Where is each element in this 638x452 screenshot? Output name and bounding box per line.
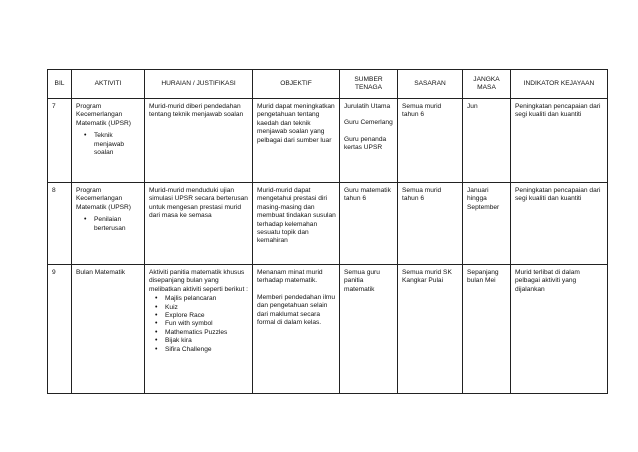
cell-jangka-masa: Januari hingga September <box>463 183 511 265</box>
table-row <box>48 99 608 183</box>
cell-jangka-masa: Sepanjang bulan Mei <box>463 265 511 394</box>
header-sasaran: SASARAN <box>398 70 463 99</box>
objektif-paragraph: Memberi pendedahan ilmu dan pengetahuan selain dari maklumat secara formal di dalam kelas. <box>257 293 336 327</box>
cell-aktiviti <box>72 99 145 183</box>
aktiviti-title: Program Kecemerlangan Matematik (UPSR) <box>76 103 131 127</box>
header-bil: BIL <box>48 70 72 99</box>
cell-sumber-tenaga: Semua guru panitia matematik <box>340 265 398 394</box>
table-header-row <box>48 70 608 99</box>
cell-sasaran: Semua murid SK Kangkar Pulai <box>398 265 463 394</box>
cell-sumber-tenaga <box>340 99 398 183</box>
table-row <box>48 183 608 265</box>
list-item: • Sifira Challenge <box>165 346 249 354</box>
cell-bil: 7 <box>48 99 72 183</box>
aktiviti-title: Program Kecemerlangan Matematik (UPSR) <box>76 187 131 211</box>
header-objektif: OBJEKTIF <box>253 70 340 99</box>
activity-plan-table <box>47 69 608 394</box>
cell-jangka-masa: Jun <box>463 99 511 183</box>
list-item: • Teknik menjawab soalan <box>94 132 141 157</box>
list-item: • Fun with symbol <box>165 320 249 328</box>
cell-huraian: Murid-murid menduduki ujian simulasi UPSR secara berterusan untuk mengesan prestasi murid dari masa ke semasa <box>145 183 253 265</box>
sumber-line: Guru Cemerlang <box>344 119 393 127</box>
cell-indikator: Peningkatan pencapaian dari segi kualiti dan kuantiti <box>511 99 608 183</box>
cell-objektif: Murid dapat meningkatkan pengetahuan tentang kaedah dan teknik menjawab soalan yang pelbagai dari sumber luar <box>253 99 340 183</box>
header-sumber-tenaga: SUMBER TENAGA <box>340 70 398 99</box>
cell-aktiviti <box>72 183 145 265</box>
cell-indikator: Peningkatan pencapaian dari segi kualiti dan kuantiti <box>511 183 608 265</box>
cell-huraian: Murid-murid diberi pendedahan tentang teknik menjawab soalan <box>145 99 253 183</box>
cell-bil: 8 <box>48 183 72 265</box>
header-indikator: INDIKATOR KEJAYAAN <box>511 70 608 99</box>
aktiviti-list <box>76 216 141 233</box>
list-item: • Majlis pelancaran <box>165 295 249 303</box>
list-item: • Mathematics Puzzles <box>165 329 249 337</box>
list-item: • Explore Race <box>165 312 249 320</box>
cell-sasaran: Semua murid tahun 6 <box>398 99 463 183</box>
cell-objektif <box>253 265 340 394</box>
cell-sumber-tenaga: Guru matematik tahun 6 <box>340 183 398 265</box>
table-row <box>48 265 608 394</box>
header-huraian: HURAIAN / JUSTIFIKASI <box>145 70 253 99</box>
cell-bil: 9 <box>48 265 72 394</box>
list-item: • Bijak kira <box>165 337 249 345</box>
sumber-line: Jurulatih Utama <box>344 103 391 110</box>
objektif-paragraph: Menanam minat murid terhadap matematik. <box>257 269 323 285</box>
huraian-list <box>149 295 249 354</box>
header-aktiviti: AKTIVITI <box>72 70 145 99</box>
list-item: • Kuiz <box>165 304 249 312</box>
cell-huraian <box>145 265 253 394</box>
header-jangka-masa: JANGKA MASA <box>463 70 511 99</box>
huraian-text: Aktiviti panitia matematik khusus disepanjang bulan yang melibatkan aktiviti seperti berikut : <box>149 269 248 293</box>
aktiviti-list <box>76 132 141 157</box>
cell-aktiviti: Bulan Matematik <box>72 265 145 394</box>
cell-sasaran: Semua murid tahun 6 <box>398 183 463 265</box>
sumber-line: Guru penanda kertas UPSR <box>344 135 387 152</box>
list-item: • Penilaian berterusan <box>94 216 141 233</box>
cell-objektif: Murid-murid dapat mengetahui prestasi diri masing-masing dan membuat tindakan susulan terhadap kelemahan sesuatu topik dan kemahiran <box>253 183 340 265</box>
cell-indikator: Murid terlibat di dalam pelbagai aktiviti yang dijalankan <box>511 265 608 394</box>
